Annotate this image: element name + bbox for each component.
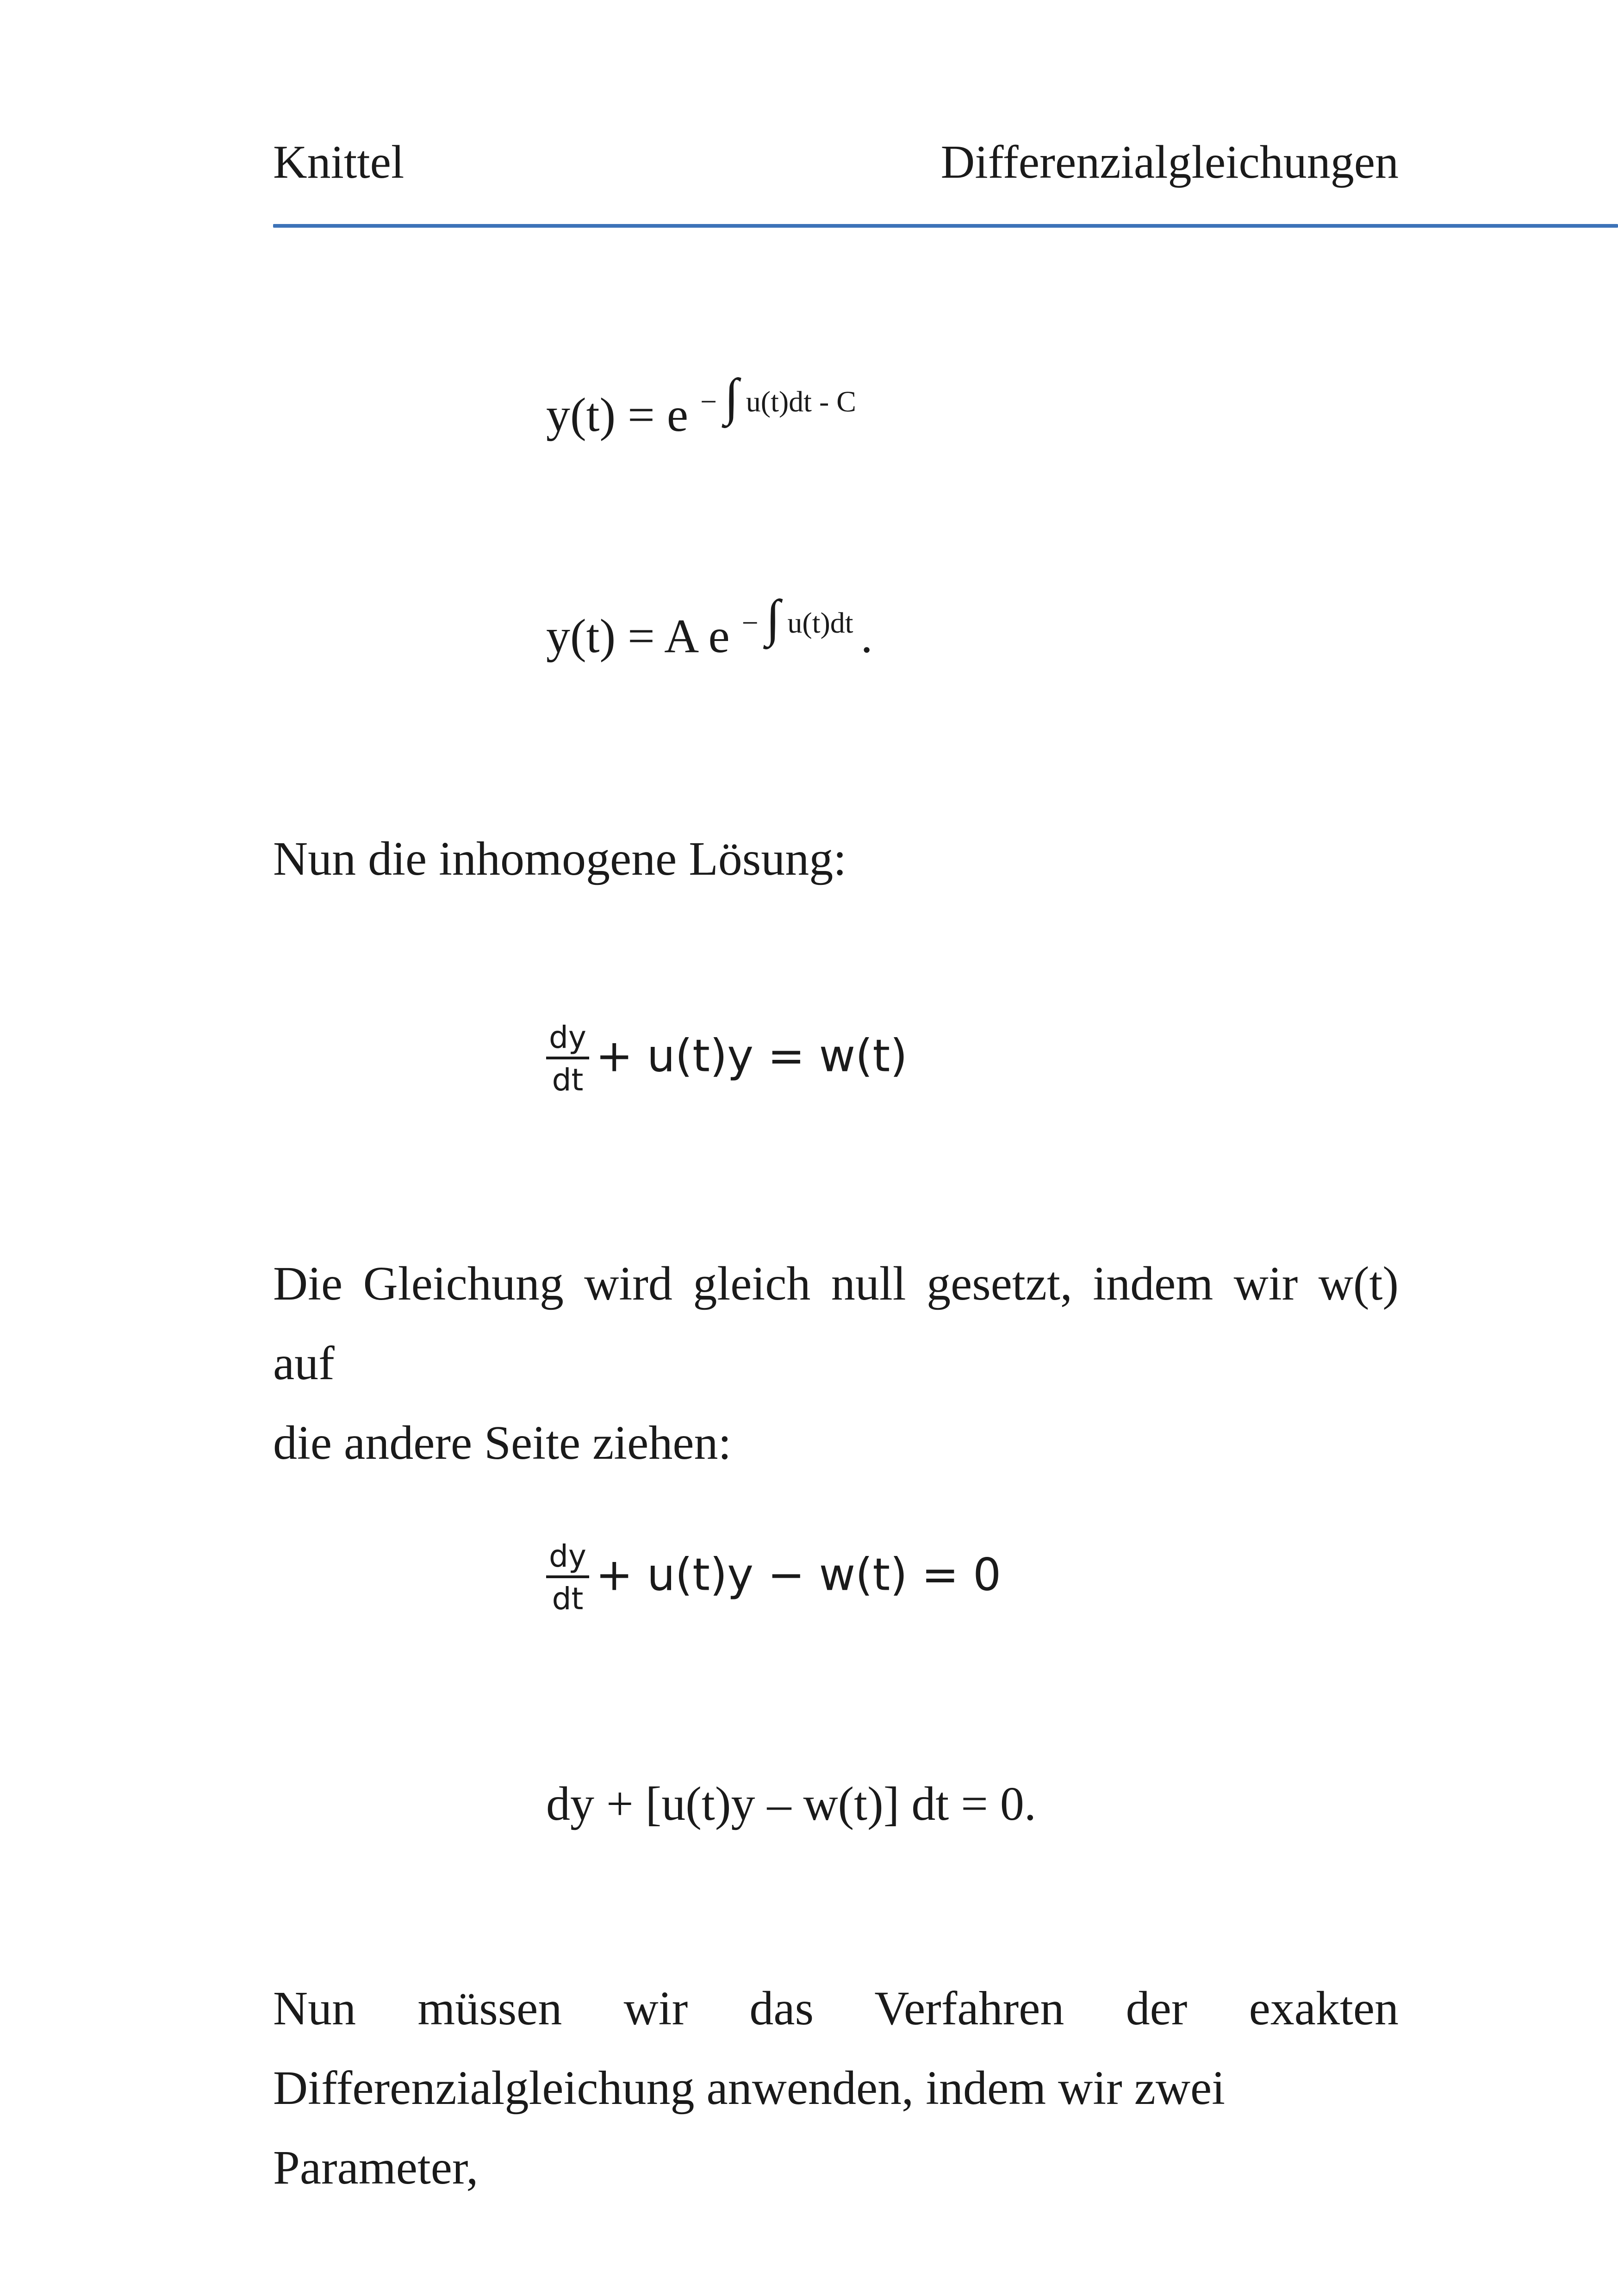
- paragraph-text: Nun die inhomogene Lösung:: [273, 832, 847, 885]
- equation-inhomogeneous: [546, 1020, 908, 1097]
- paragraph-exact-method: [273, 1969, 1399, 2208]
- fraction-numerator: dy: [546, 1020, 589, 1059]
- paragraph-line: Die Gleichung wird gleich null gesetzt, indem wir w(t) auf: [273, 1257, 1399, 1390]
- equation-homogeneous-solution-c: [546, 368, 856, 442]
- equation-set-to-zero: [546, 1539, 1001, 1616]
- paragraph-line: Differenzialgleichung anwenden, indem wir zwei Parameter,: [273, 2061, 1226, 2194]
- equation-lhs: y(t) = e: [546, 388, 688, 442]
- paragraph-set-to-zero: [273, 1244, 1399, 1483]
- equation-text: dy + [u(t)y – w(t)] dt = 0.: [546, 1777, 1036, 1830]
- equation-period: .: [860, 610, 873, 663]
- header-author: Knittel: [273, 136, 404, 188]
- fraction-dy-dt: [546, 1020, 589, 1097]
- paragraph-line: die andere Seite ziehen:: [273, 1416, 732, 1469]
- paragraph-inhomogeneous-intro: [273, 819, 1399, 899]
- integral-sign: ∫: [724, 368, 739, 426]
- fraction-denominator: dt: [552, 1580, 584, 1617]
- equation-rest: + u(t)y = w(t): [595, 1030, 908, 1082]
- header-divider: [273, 224, 1618, 228]
- paragraph-line: Nun müssen wir das Verfahren der exakten: [273, 1982, 1399, 2035]
- equation-exponent: − ∫ u(t)dt: [741, 590, 853, 647]
- equation-homogeneous-solution-a: [546, 590, 873, 663]
- fraction-numerator: dy: [546, 1539, 589, 1578]
- integral-sign: ∫: [765, 590, 780, 647]
- equation-differential-form: [546, 1777, 1036, 1830]
- equation-rest: + u(t)y − w(t) = 0: [595, 1549, 1002, 1601]
- equation-exponent: − ∫ u(t)dt - C: [700, 368, 856, 426]
- fraction-denominator: dt: [552, 1062, 584, 1098]
- equation-lhs: y(t) = A e: [546, 610, 730, 663]
- fraction-dy-dt: [546, 1539, 589, 1616]
- header-title: Differenzialgleichungen: [940, 136, 1399, 188]
